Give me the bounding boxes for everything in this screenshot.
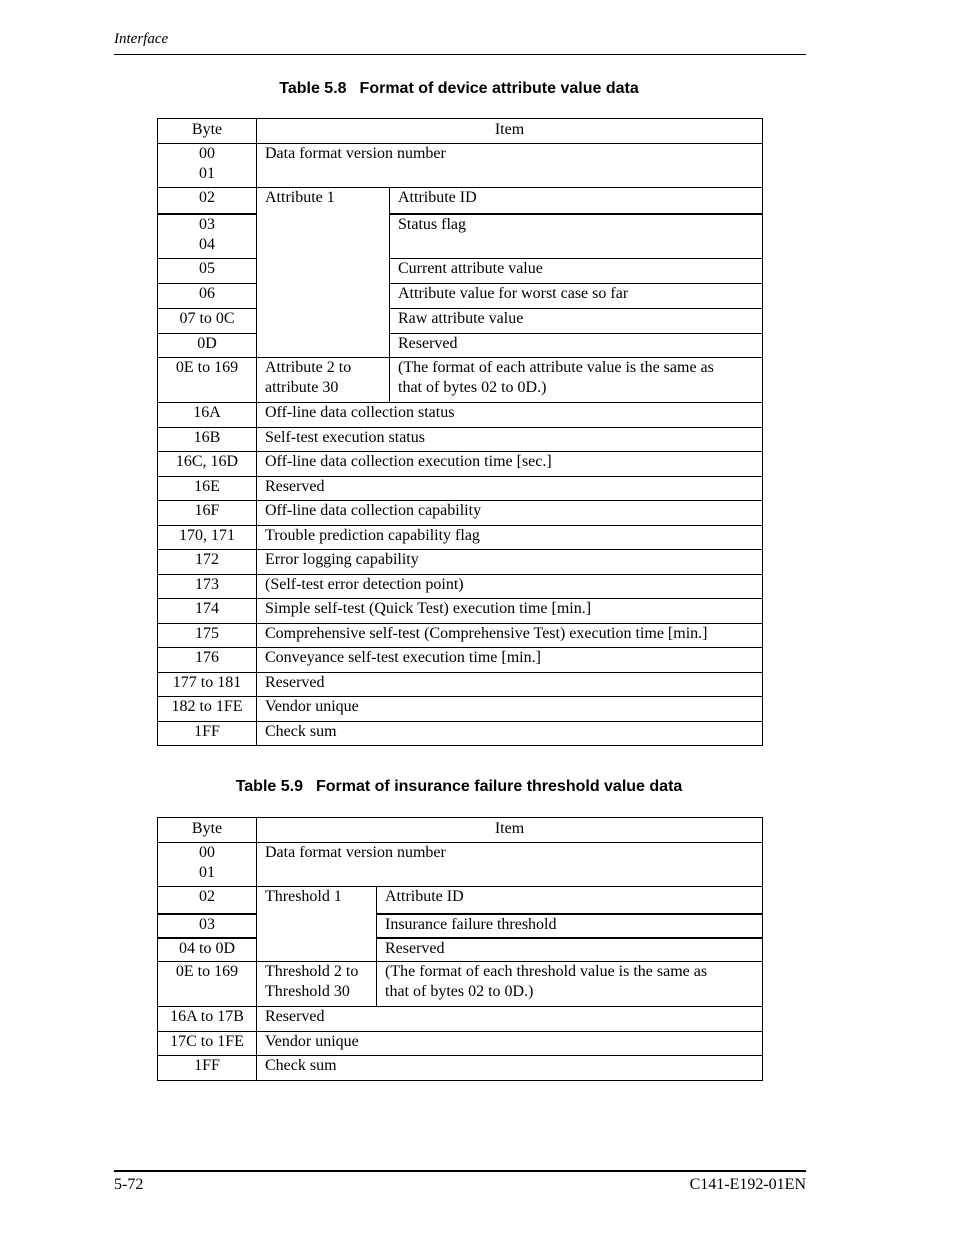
item-cell: Off-line data collection execution time [sec.]	[257, 452, 763, 477]
column-header-byte: Byte	[158, 119, 257, 144]
running-header: Interface	[114, 31, 169, 47]
table-row	[158, 574, 763, 599]
table-row	[158, 403, 763, 428]
group-cell: Threshold 2 to Threshold 30	[257, 962, 377, 1007]
item-cell: Simple self-test (Quick Test) execution time [min.]	[257, 599, 763, 624]
byte-cell: 175	[158, 623, 257, 648]
item-cell: Current attribute value	[390, 259, 763, 284]
item-cell: Data format version number	[257, 144, 763, 188]
table-row	[158, 334, 763, 358]
table-row	[158, 1056, 763, 1081]
table-title: Format of insurance failure threshold value data	[315, 778, 683, 795]
footer-divider	[114, 1170, 806, 1172]
item-cell: Check sum	[257, 721, 763, 746]
byte-cell: 03 04	[158, 214, 257, 259]
byte-cell: 05	[158, 259, 257, 284]
column-header-byte: Byte	[158, 818, 257, 843]
table-row	[158, 144, 763, 188]
page-number: 5-72	[114, 1176, 144, 1193]
byte-cell: 177 to 181	[158, 672, 257, 697]
table-row	[158, 697, 763, 722]
table-title: Format of device attribute value data	[359, 80, 639, 97]
item-cell: Reserved	[257, 1007, 763, 1032]
item-cell: Off-line data collection capability	[257, 501, 763, 526]
table-row	[158, 672, 763, 697]
table-row	[158, 427, 763, 452]
byte-cell: 00 01	[158, 144, 257, 188]
table-row	[158, 309, 763, 334]
item-cell: Attribute ID	[390, 188, 763, 214]
item-cell: Data format version number	[257, 843, 763, 887]
byte-cell: 17C to 1FE	[158, 1031, 257, 1056]
byte-cell: 0E to 169	[158, 358, 257, 403]
byte-cell: 176	[158, 648, 257, 673]
item-cell: Insurance failure threshold	[377, 914, 763, 938]
byte-cell: 173	[158, 574, 257, 599]
table-number: Table 5.8	[279, 80, 347, 97]
table-row	[158, 599, 763, 624]
table-row	[158, 914, 763, 938]
byte-cell: 1FF	[158, 721, 257, 746]
table-row	[158, 938, 763, 962]
item-cell: Check sum	[257, 1056, 763, 1081]
table-number: Table 5.9	[235, 778, 303, 795]
item-cell: Reserved	[257, 476, 763, 501]
byte-cell: 07 to 0C	[158, 309, 257, 334]
item-cell: Reserved	[390, 334, 763, 358]
byte-cell: 00 01	[158, 843, 257, 887]
device-attribute-table	[157, 118, 763, 746]
table-row	[158, 550, 763, 575]
item-cell: (Self-test error detection point)	[257, 574, 763, 599]
column-header-item: Item	[257, 119, 763, 144]
item-cell: Error logging capability	[257, 550, 763, 575]
table-row	[158, 1031, 763, 1056]
table-row	[158, 648, 763, 673]
byte-cell: 16A to 17B	[158, 1007, 257, 1032]
byte-cell: 02	[158, 188, 257, 214]
group-cell: Attribute 2 to attribute 30	[257, 358, 390, 403]
table-row	[158, 623, 763, 648]
table-row	[158, 525, 763, 550]
byte-cell: 16E	[158, 476, 257, 501]
table-row	[158, 962, 763, 1007]
item-cell: Off-line data collection status	[257, 403, 763, 428]
byte-cell: 03	[158, 914, 257, 938]
byte-cell: 16A	[158, 403, 257, 428]
byte-cell: 06	[158, 284, 257, 309]
byte-cell: 172	[158, 550, 257, 575]
item-cell: Reserved	[377, 938, 763, 962]
threshold-value-table	[157, 817, 763, 1081]
group-cell-attribute-1: Attribute 1	[257, 188, 390, 358]
byte-cell: 170, 171	[158, 525, 257, 550]
header-divider	[114, 54, 806, 55]
table-row	[158, 188, 763, 214]
table-caption	[157, 80, 761, 98]
byte-cell: 16C, 16D	[158, 452, 257, 477]
table-row	[158, 843, 763, 887]
item-cell: Comprehensive self-test (Comprehensive Test) execution time [min.]	[257, 623, 763, 648]
byte-cell: 04 to 0D	[158, 938, 257, 962]
column-header-item: Item	[257, 818, 763, 843]
table-header-row	[158, 818, 763, 843]
item-cell: (The format of each threshold value is the same as that of bytes 02 to 0D.)	[377, 962, 763, 1007]
item-cell: Conveyance self-test execution time [min.]	[257, 648, 763, 673]
table-row	[158, 476, 763, 501]
byte-cell: 0D	[158, 334, 257, 358]
table-row	[158, 284, 763, 309]
table-row	[158, 721, 763, 746]
byte-cell: 174	[158, 599, 257, 624]
table-row	[158, 358, 763, 403]
table-caption	[157, 778, 761, 796]
item-cell: Attribute ID	[377, 887, 763, 914]
item-cell: Vendor unique	[257, 697, 763, 722]
item-cell: Status flag	[390, 214, 763, 259]
byte-cell: 16F	[158, 501, 257, 526]
byte-cell: 16B	[158, 427, 257, 452]
byte-cell: 182 to 1FE	[158, 697, 257, 722]
table-row	[158, 259, 763, 284]
item-cell: Attribute value for worst case so far	[390, 284, 763, 309]
item-cell: Trouble prediction capability flag	[257, 525, 763, 550]
byte-cell: 1FF	[158, 1056, 257, 1081]
byte-cell: 02	[158, 887, 257, 914]
item-cell: Reserved	[257, 672, 763, 697]
table-row	[158, 1007, 763, 1032]
byte-cell: 0E to 169	[158, 962, 257, 1007]
item-cell: Raw attribute value	[390, 309, 763, 334]
document-id: C141-E192-01EN	[689, 1176, 806, 1193]
table-row	[158, 452, 763, 477]
table-row	[158, 887, 763, 914]
group-cell-threshold-1: Threshold 1	[257, 887, 377, 962]
table-row	[158, 214, 763, 259]
table-row	[158, 501, 763, 526]
table-header-row	[158, 119, 763, 144]
item-cell: Vendor unique	[257, 1031, 763, 1056]
item-cell: Self-test execution status	[257, 427, 763, 452]
item-cell: (The format of each attribute value is the same as that of bytes 02 to 0D.)	[390, 358, 763, 403]
